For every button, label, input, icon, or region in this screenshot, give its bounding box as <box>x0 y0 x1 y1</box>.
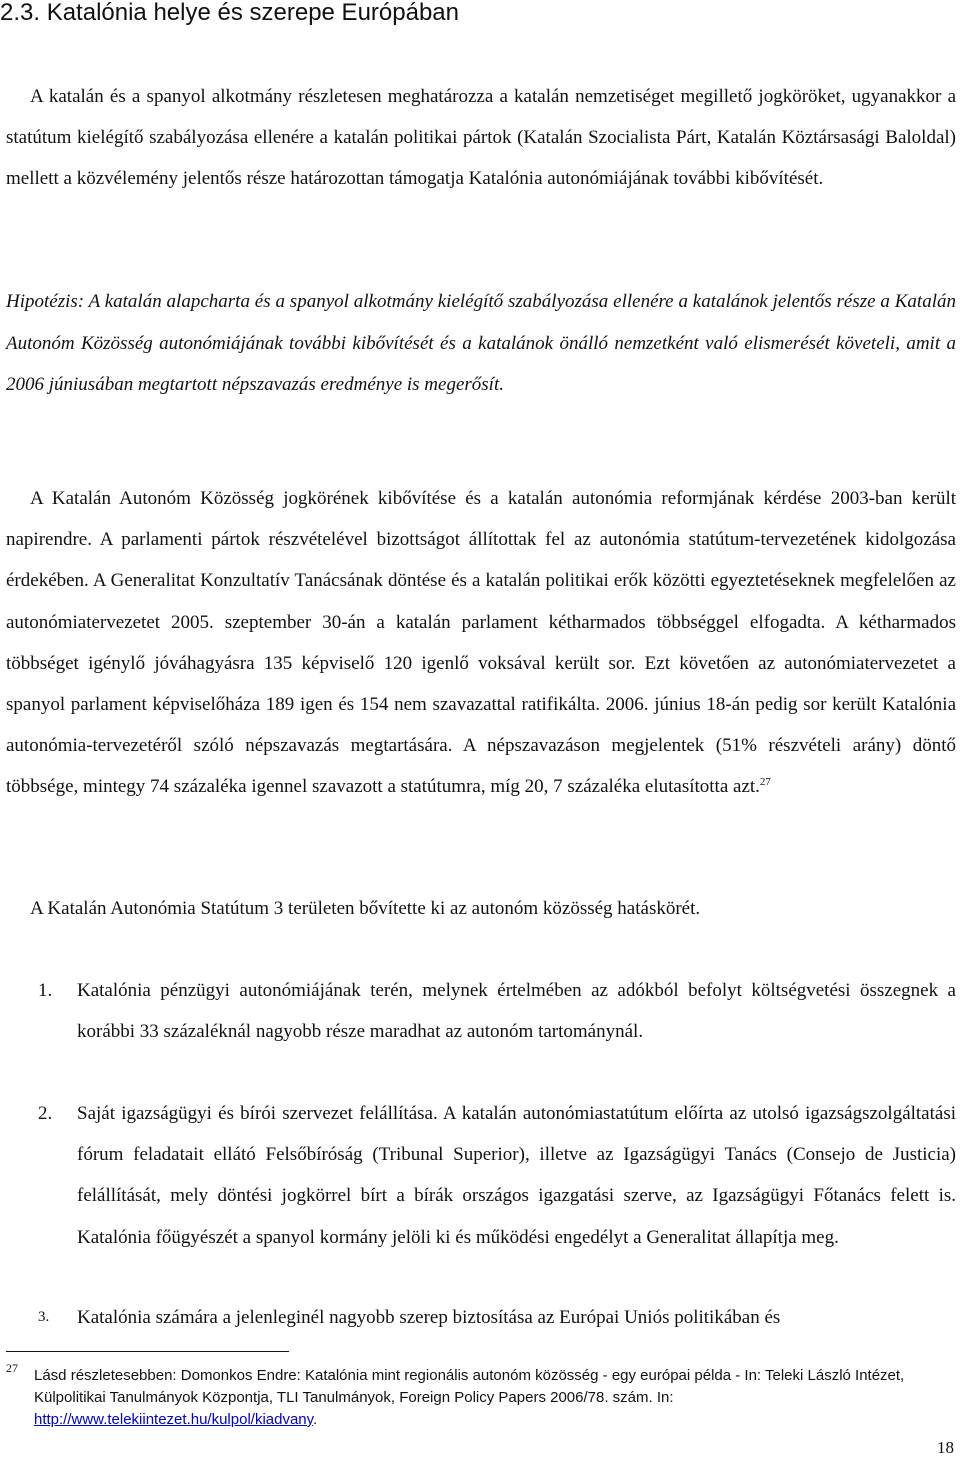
summary-paragraph: A Katalán Autonómia Statútum 3 területen bővítette ki az autonóm közösség hatáskörét. <box>30 898 701 919</box>
list-item-number: 3. <box>38 1309 50 1325</box>
footnote-text <box>34 1365 954 1431</box>
intro-paragraph: A katalán és a spanyol alkotmány részletesen meghatározza a katalán nemzetiséget megillető jogköröket, ugyanakkor a statútum kielégítő szabályozása ellenére a katalán politikai pártok (Katalán Szocialista Párt, Katalán Köztársasági Baloldal) mellett a közvélemény jelentős része határozottan támogatja Katalónia autonómiájának további kibővítését. <box>6 86 956 190</box>
footnote-link[interactable]: http://www.telekiintezet.hu/kulpol/kiadvany <box>34 1411 314 1428</box>
page-number: 18 <box>937 1438 954 1457</box>
body-paragraph <box>6 478 956 808</box>
footnote-body: Lásd részletesebben: Domonkos Endre: Katalónia mint regionális autonóm közösség - egy európai példa - In: Teleki László Intézet, Külpolitikai Tanulmányok Központja, TLI Tanulmányok, Foreign Policy Papers 2006/78. szám. In: <box>34 1367 905 1406</box>
list-item-text: Katalónia pénzügyi autonómiájának terén, melynek értelmében az adókból befolyt költségvetési összegnek a korábbi 33 százaléknál nagyobb része maradhat az autonóm tartománynál. <box>77 980 956 1043</box>
footnote-divider <box>6 1351 289 1352</box>
section-heading: 2.3. Katalónia helye és szerepe Európában <box>0 0 459 26</box>
list-item-number: 1. <box>38 980 53 1001</box>
list-item-2 <box>0 1093 956 1258</box>
list-item-1 <box>0 970 956 1052</box>
list-item-text: Saját igazságügyi és bírói szervezet felállítása. A katalán autonómiastatútum előírta az utolsó igazságszolgáltatási fórum feladatait ellátó Felsőbíróság (Tribunal Superior), illetve az Igazságügyi Tanács (Consejo de Justicia) felállítását, mely döntési jogkörrel bírt a bírák országos igazgatási szerve, az Igazságügyi Főtanács felett is. Katalónia főügyészét a spanyol kormány jelöli ki és működési engedélyt a Generalitat állapítja meg. <box>77 1103 956 1248</box>
body-paragraph-text: A Katalán Autonóm Közösség jogkörének kibővítése és a katalán autonómia reformjának kérdése 2003-ban került napirendre. A parlamenti pártok részvételével bizottságot állítottak fel az autonómia statútum-tervezetének kidolgozása érdekében. A Generalitat Konzultatív Tanácsának döntése és a katalán politikai erők közötti egyeztetéseknek megfelelően az autonómiatervezetet 2005. szeptember 30-án a katalán parlament kétharmados többséggel elfogadta. A kétharmados többséget igénylő jóváhagyásra 135 képviselő 120 igenlő voksával került sor. Ezt követően az autonómiatervezetet a spanyol parlament képviselőháza 189 igen és 154 nem szavazattal ratifikálta. 2006. június 18-án pedig sor került Katalónia autonómia-tervezetéről szóló népszavazás megtartására. A népszavazáson megjelentek (51% részvételi arány) döntő többsége, mintegy 74 százaléka igennel szavazott a statútumra, míg 20, 7 százaléka elutasította azt. <box>6 488 956 798</box>
list-item-text: Katalónia számára a jelenleginél nagyobb szerep biztosítása az Európai Uniós politikában és <box>77 1307 781 1328</box>
list-item-3 <box>0 1297 956 1338</box>
list-item-number: 2. <box>38 1103 53 1124</box>
footnote-reference[interactable]: 27 <box>759 776 771 789</box>
hypothesis-paragraph: Hipotézis: A katalán alapcharta és a spanyol alkotmány kielégítő szabályozása ellenére a katalánok jelentős része a Katalán Autonóm Közösség autonómiájának további kibővítését és a katalánok önálló nemzetként való elismerését követeli, amit a 2006 júniusában megtartott népszavazás eredménye is megerősít. <box>6 291 956 395</box>
footnote-end: . <box>313 1411 318 1428</box>
footnote-number: 27 <box>6 1361 18 1375</box>
